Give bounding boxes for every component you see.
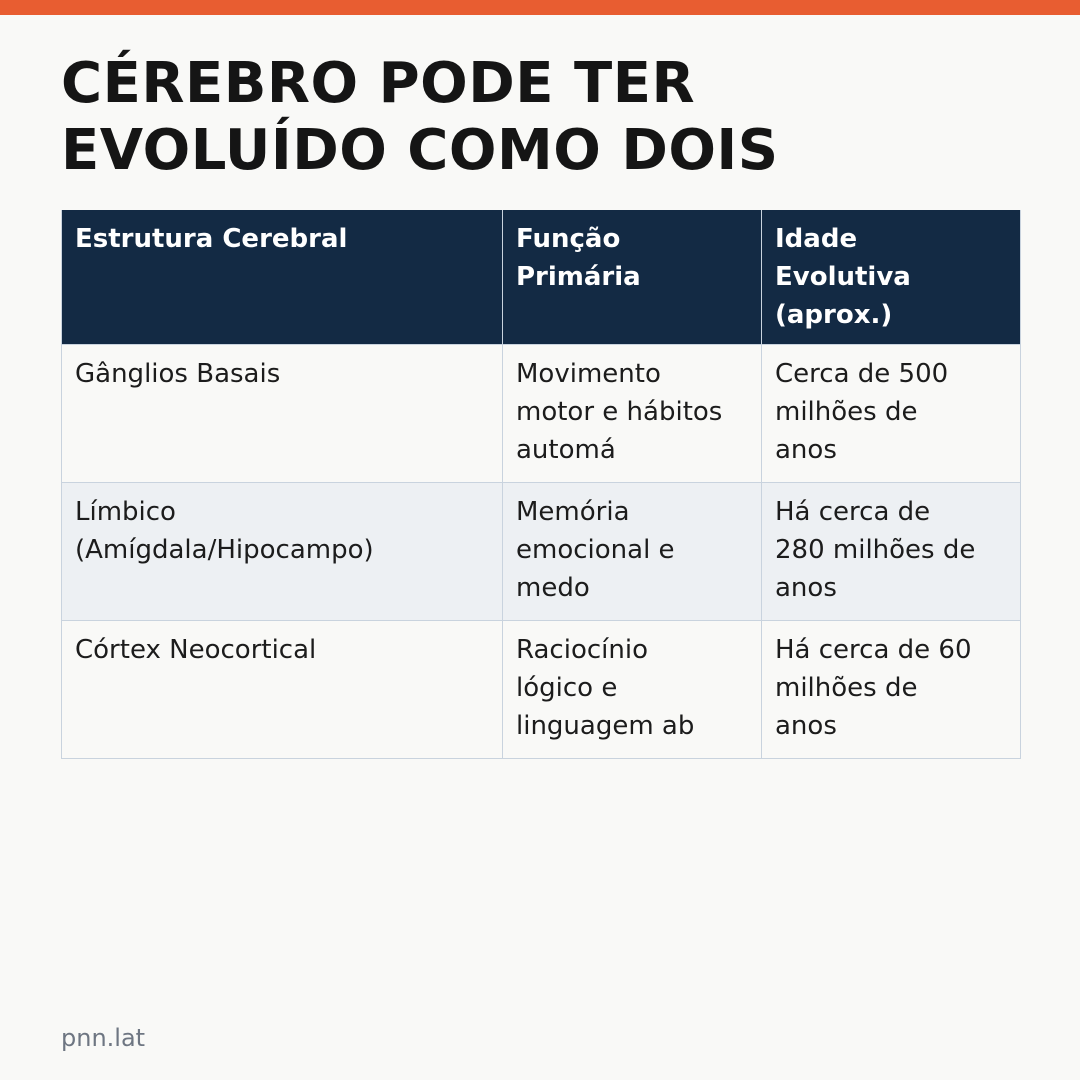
cell-line: medo — [516, 573, 590, 603]
title-line: EVOLUÍDO COMO DOIS — [61, 118, 779, 183]
footer-site: pnn.lat — [61, 1024, 146, 1052]
cell-line: anos — [775, 573, 837, 603]
cell-line: Gânglios Basais — [75, 359, 281, 389]
header-funcao-primaria — [503, 210, 762, 345]
cell-line: lógico e — [516, 673, 618, 703]
cell-line: automá — [516, 435, 616, 465]
cell-line: linguagem ab — [516, 711, 695, 741]
cell-function — [503, 483, 762, 621]
cell-function — [503, 345, 762, 483]
cell-age — [762, 345, 1021, 483]
evolution-table — [61, 210, 1021, 759]
header-line: Função — [516, 224, 621, 254]
cell-line: Movimento — [516, 359, 661, 389]
cell-line: milhões de — [775, 397, 918, 427]
cell-line: 280 milhões de — [775, 535, 976, 565]
cell-line: Límbico — [75, 497, 176, 527]
cell-line: Cerca de 500 — [775, 359, 949, 389]
cell-line: Há cerca de 60 — [775, 635, 972, 665]
cell-line: motor e hábitos — [516, 397, 723, 427]
cell-structure — [62, 621, 503, 759]
page-title — [61, 50, 961, 184]
cell-line: emocional e — [516, 535, 675, 565]
cell-age — [762, 621, 1021, 759]
cell-line: milhões de — [775, 673, 918, 703]
cell-structure — [62, 345, 503, 483]
cell-structure — [62, 483, 503, 621]
cell-line: Há cerca de — [775, 497, 931, 527]
header-estrutura-cerebral — [62, 210, 503, 345]
header-line: Evolutiva — [775, 262, 911, 292]
cell-line: Raciocínio — [516, 635, 648, 665]
top-accent-bar — [0, 0, 1080, 15]
cell-age — [762, 483, 1021, 621]
header-line: Idade — [775, 224, 858, 254]
header-idade-evolutiva — [762, 210, 1021, 345]
header-line: (aprox.) — [775, 300, 893, 330]
cell-line: anos — [775, 711, 837, 741]
title-line: CÉREBRO PODE TER — [61, 51, 696, 116]
table-header-row — [62, 210, 1021, 345]
cell-function — [503, 621, 762, 759]
cell-line: anos — [775, 435, 837, 465]
cell-line: Memória — [516, 497, 630, 527]
header-line: Primária — [516, 262, 641, 292]
cell-line: (Amígdala/Hipocampo) — [75, 535, 374, 565]
header-line: Estrutura Cerebral — [75, 224, 348, 254]
table-row — [62, 621, 1021, 759]
table-row — [62, 483, 1021, 621]
cell-line: Córtex Neocortical — [75, 635, 317, 665]
table-row — [62, 345, 1021, 483]
